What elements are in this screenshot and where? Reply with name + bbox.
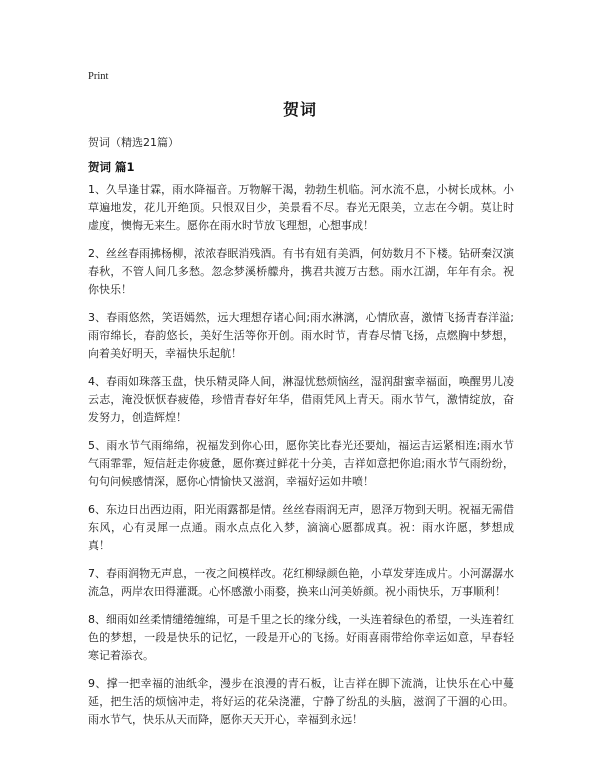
paragraph-1: 1、久旱逢甘霖，雨水降福音。万物解干渴，勃勃生机临。河水流不息，小树长成林。小草遍地发，花儿开绝顶。只恨双目少，美景看不尽。春光无限美，立志在今朝。莫让时虚度，懊悔无来生。愿你在雨水时节放飞理想，心想事成！ <box>88 183 514 232</box>
paragraph-4: 4、春雨如珠落玉盘，快乐精灵降人间，淋湿忧愁烦恼丝，湿润甜蜜幸福面，唤醒男儿凌云志，淹没恹恹春疲倦，珍惜青春好年华，借雨凭风上青天。雨水节气，激情绽放，奋发努力，创造辉煌！ <box>88 375 514 424</box>
paragraph-2: 2、丝丝春雨拂杨柳，浓浓春眠消残酒。有书有妞有美酒，何妨数月不下楼。钻研秦汉演春秋，不管人间几多愁。忽念梦溪桥艨舟，携君共渡万古愁。雨水江湖，年年有余。祝你快乐！ <box>88 247 514 296</box>
article-body <box>88 181 514 739</box>
print-link[interactable]: Print <box>88 71 109 82</box>
document-subtitle: 贺词（精选21篇） <box>88 136 179 149</box>
paragraph-9: 9、撑一把幸福的油纸伞，漫步在浪漫的青石板，让吉祥在脚下流淌，让快乐在心中蔓延，把生活的烦恼冲走，将好运的花朵浇灌，宁静了纷乱的头脑，滋润了干涸的心田。雨水节气，快乐从天而降，愿你天天开心，幸福到永远！ <box>88 677 514 726</box>
paragraph-6: 6、东边日出西边雨，阳光雨露都是情。丝丝春雨润无声，恩泽万物到天明。祝福无需借东风，心有灵犀一点通。雨水点点化入梦，滴滴心愿都成真。祝：雨水许愿，梦想成真！ <box>88 503 514 552</box>
paragraph-3: 3、春雨悠然，笑语嫣然，远大理想存诸心间;雨水淋漓，心情欣喜，激情飞扬青春洋溢;雨帘绵长，春韵悠长，美好生活等你开创。雨水时节，青春尽情飞扬，点燃胸中梦想，向着美好明天，幸福快乐起航！ <box>88 311 514 360</box>
paragraph-5: 5、雨水节气雨绵绵，祝福发到你心田，愿你笑比春光还要灿，福运吉运紧相连;雨水节气雨霏霏，短信赶走你疲惫，愿你赛过鲜花十分美，吉祥如意把你追;雨水节气雨纷纷，句句问候感情深，愿你心情愉快又滋润，幸福好运如井喷！ <box>88 439 514 488</box>
page-title: 贺词 <box>282 100 317 119</box>
paragraph-8: 8、细雨如丝柔情缱绻缠绵，可是千里之长的缘分线，一头连着绿色的希望，一头连着红色的梦想，一段是快乐的记忆，一段是开心的飞扬。好雨喜雨带给你幸运如意，早春轻寒记着添衣。 <box>88 613 514 662</box>
section-heading: 贺词 篇1 <box>88 160 135 174</box>
paragraph-7: 7、春雨润物无声息，一夜之间模样改。花红柳绿颜色艳，小草发芽连成片。小河潺潺水流急，两岸农田得灌溉。心怀感激小雨婺，换来山河美娇颜。祝小雨快乐，万事顺利！ <box>88 567 514 598</box>
